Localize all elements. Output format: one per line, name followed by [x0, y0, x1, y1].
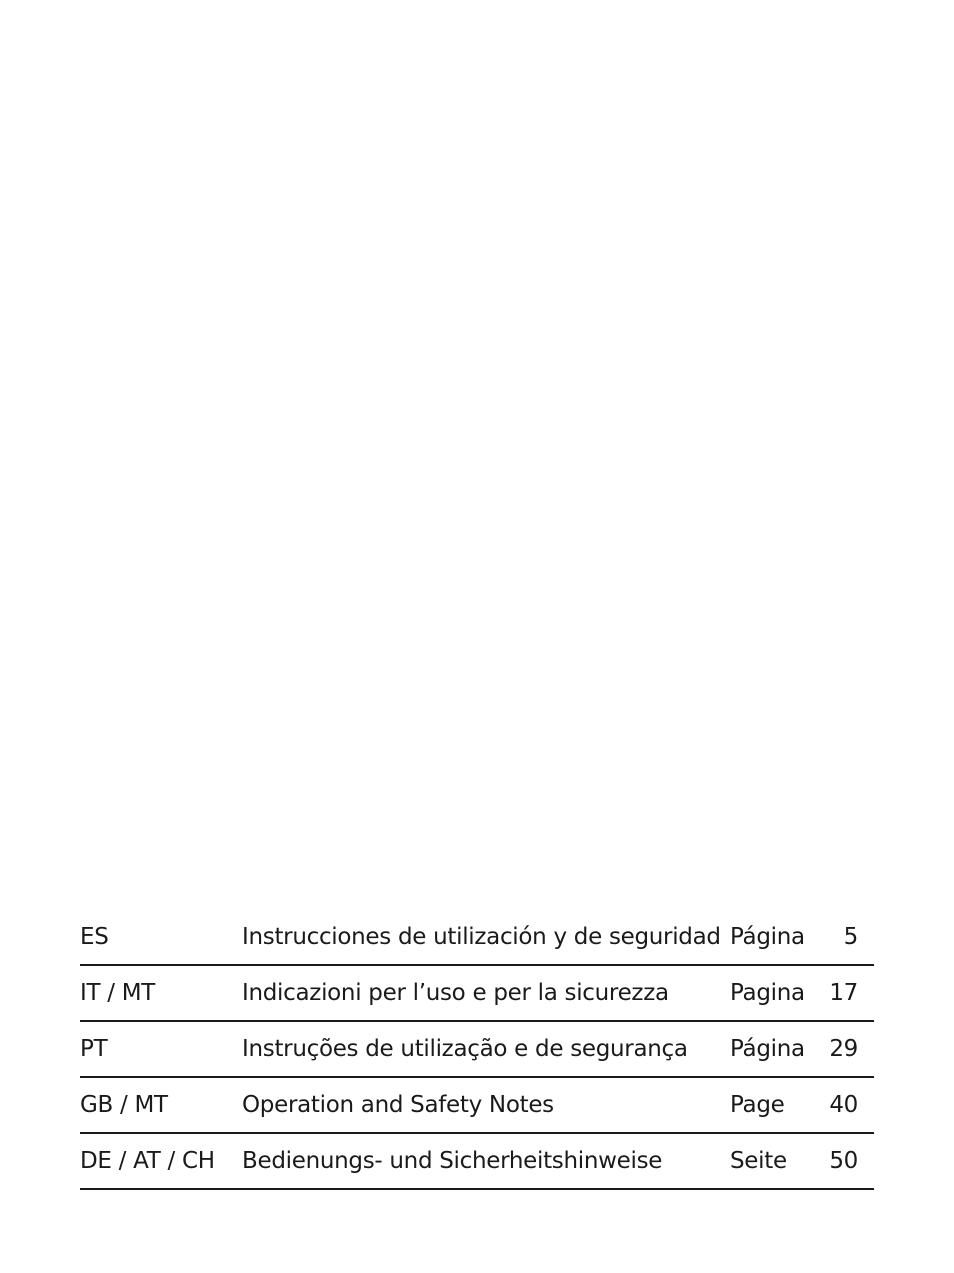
section-title: Operation and Safety Notes [242, 1092, 554, 1118]
toc-row-es [80, 910, 874, 966]
table-of-contents [80, 910, 874, 1190]
language-code: GB / MT [80, 1092, 168, 1118]
page-label: Página [730, 1036, 805, 1062]
toc-row-pt [80, 1022, 874, 1078]
page-number: 50 [829, 1148, 858, 1174]
page-label: Página [730, 924, 805, 950]
toc-row-it [80, 966, 874, 1022]
page-label: Pagina [730, 980, 805, 1006]
section-title: Bedienungs- und Sicherheitshinweise [242, 1148, 663, 1174]
language-code: PT [80, 1036, 108, 1062]
page-number: 17 [829, 980, 858, 1006]
toc-row-de [80, 1134, 874, 1190]
section-title: Indicazioni per l’uso e per la sicurezza [242, 980, 669, 1006]
section-title: Instrucciones de utilización y de seguridad [242, 924, 721, 950]
page-label: Seite [730, 1148, 787, 1174]
language-code: ES [80, 924, 109, 950]
page-number: 5 [843, 924, 858, 950]
toc-row-gb [80, 1078, 874, 1134]
language-code: DE / AT / CH [80, 1148, 215, 1174]
section-title: Instruções de utilização e de segurança [242, 1036, 688, 1062]
page-number: 29 [829, 1036, 858, 1062]
language-code: IT / MT [80, 980, 155, 1006]
page-number: 40 [829, 1092, 858, 1118]
page-label: Page [730, 1092, 785, 1118]
